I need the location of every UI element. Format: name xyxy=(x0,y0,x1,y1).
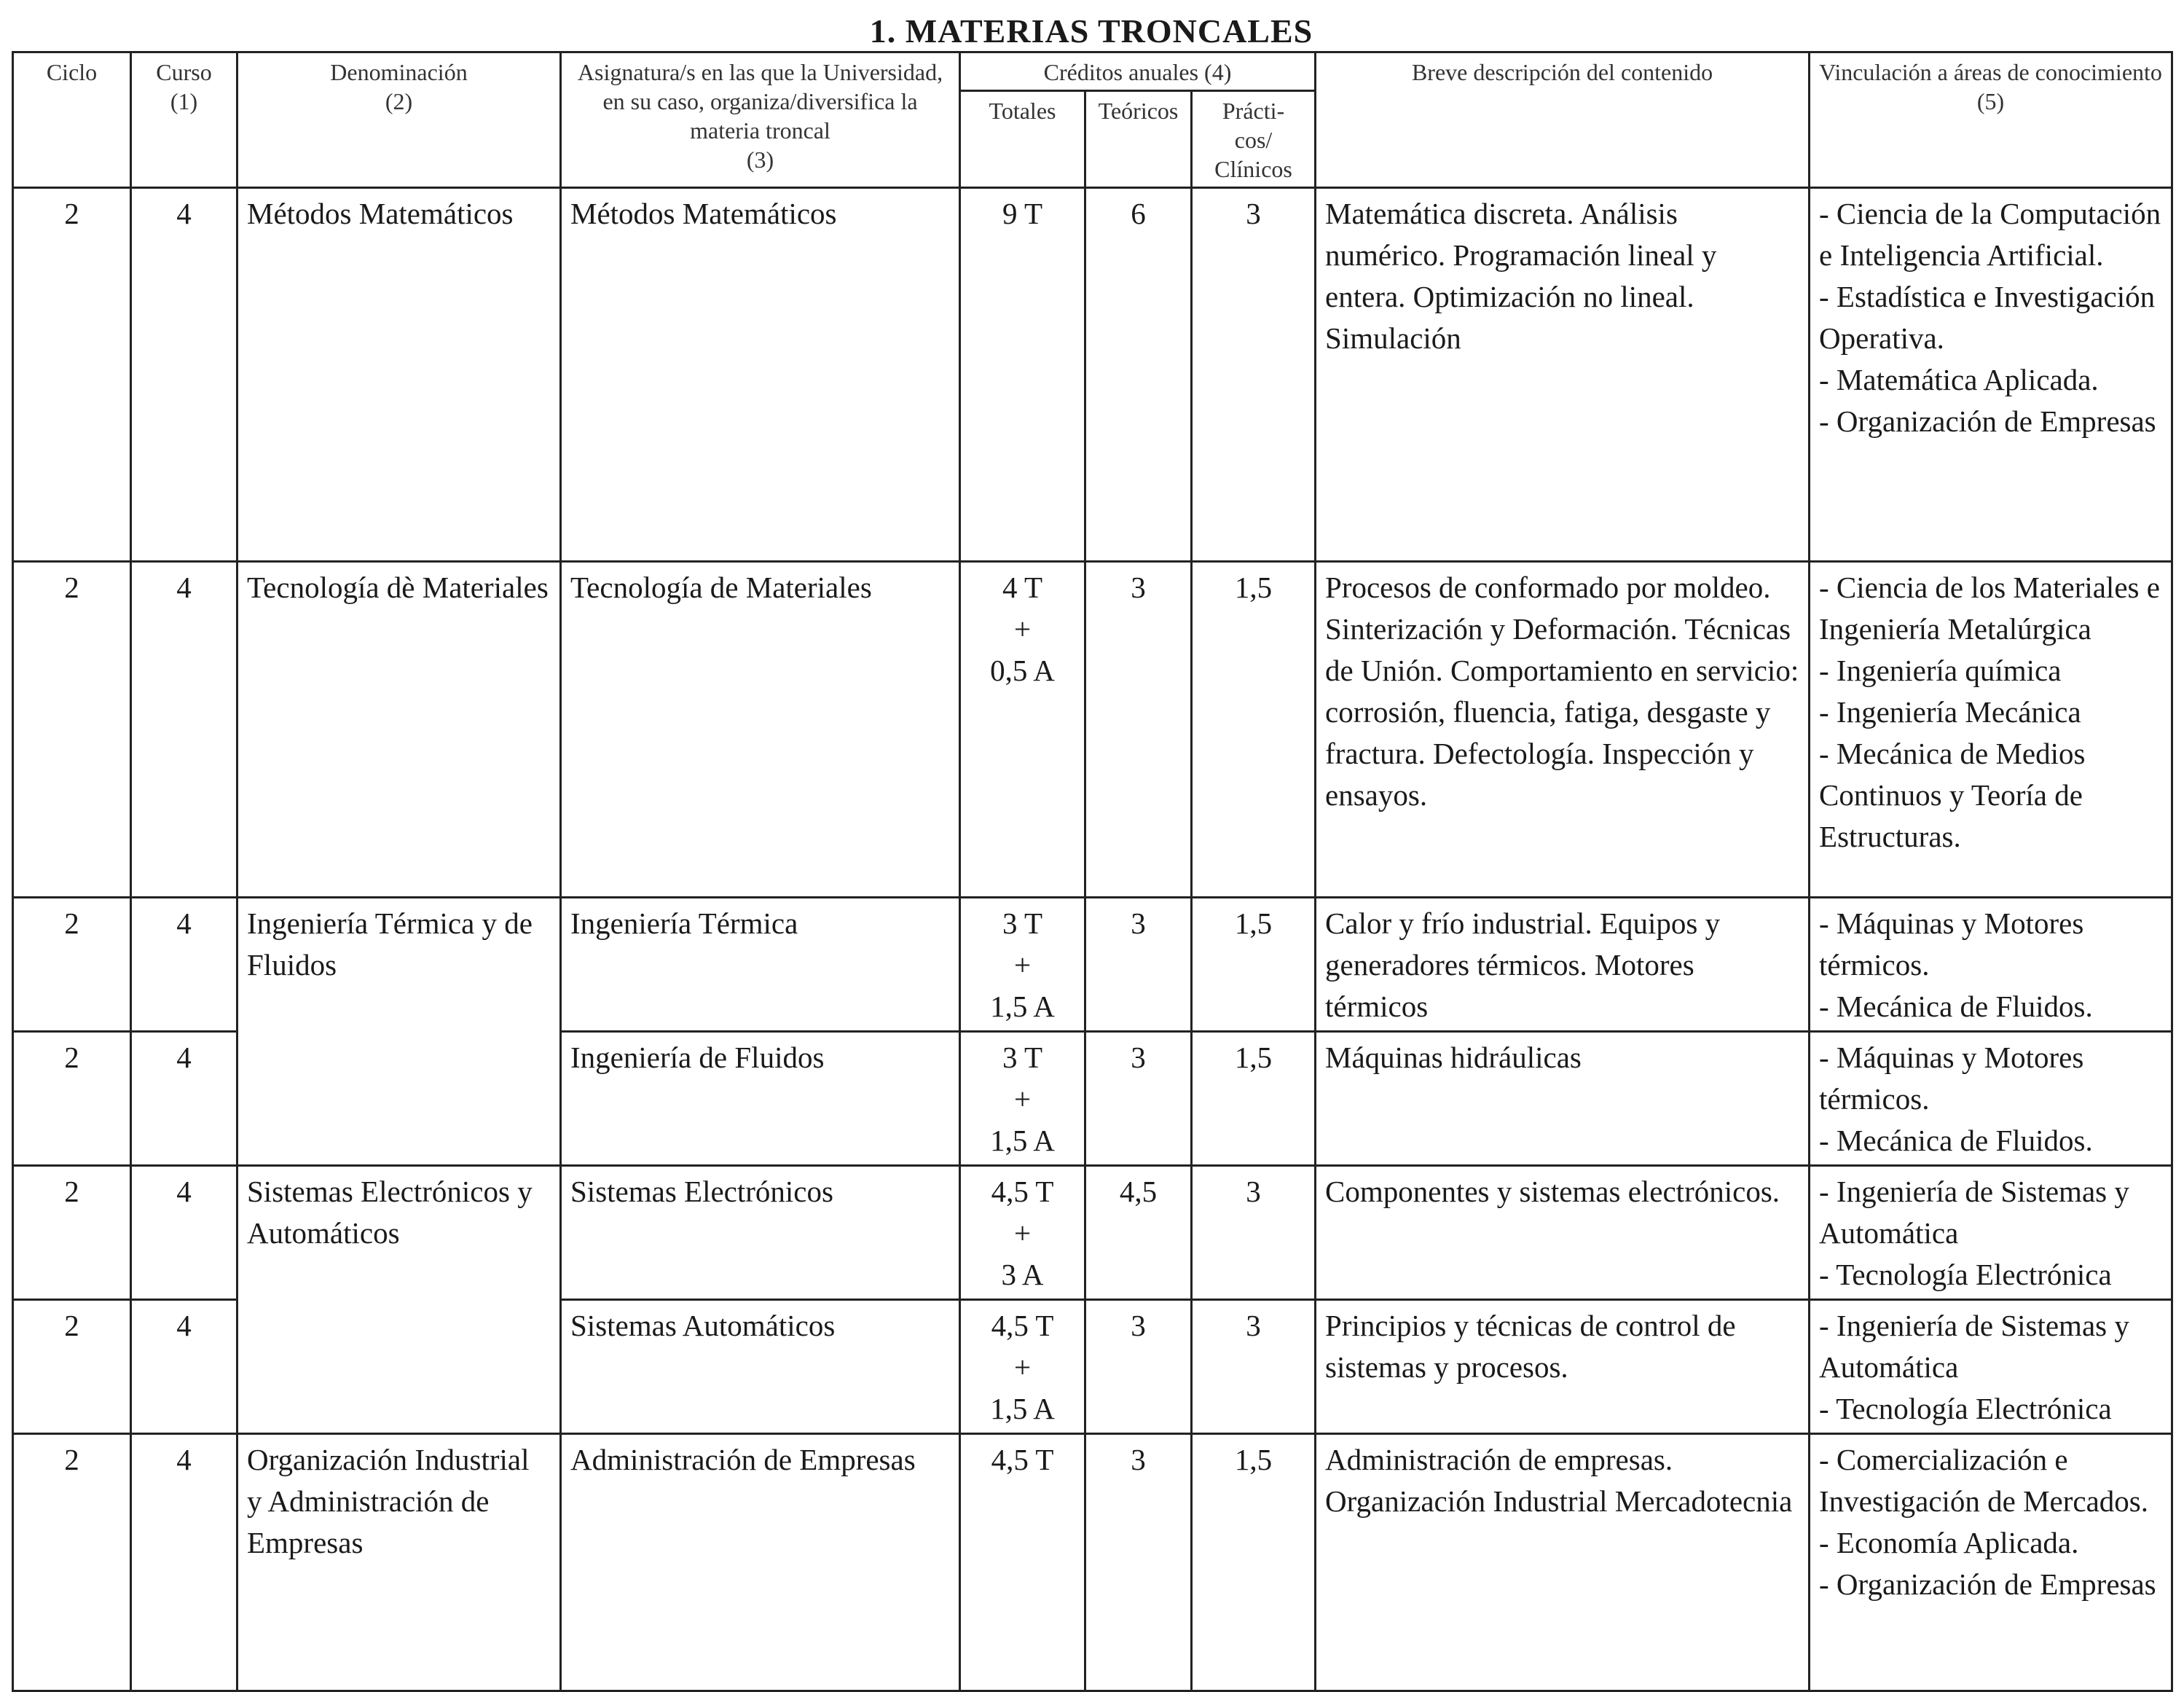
cell-totales: 3 T + 1,5 A xyxy=(960,898,1085,1032)
cell-ciclo: 2 xyxy=(13,562,131,898)
table-row xyxy=(13,898,2172,1032)
cell-denominacion: Organización Industrial y Administración de Empresas xyxy=(237,1434,561,1691)
cell-denominacion: Sistemas Electrónicos y Automáticos xyxy=(237,1166,561,1434)
header-curso: Curso (1) xyxy=(131,52,237,188)
header-descripcion: Breve descripción del contenido xyxy=(1316,52,1810,188)
cell-descripcion: Calor y frío industrial. Equipos y generadores térmicos. Motores térmicos xyxy=(1316,898,1810,1032)
cell-vinculacion: - Máquinas y Motores térmicos. - Mecánica de Fluidos. xyxy=(1810,898,2172,1032)
cell-descripcion: Principios y técnicas de control de sistemas y procesos. xyxy=(1316,1300,1810,1434)
header-creditos: Créditos anuales (4) xyxy=(960,52,1316,91)
materias-table xyxy=(12,51,2173,1692)
cell-denominacion: Ingeniería Térmica y de Fluidos xyxy=(237,898,561,1166)
header-totales: Totales xyxy=(960,91,1085,188)
cell-totales: 3 T + 1,5 A xyxy=(960,1032,1085,1166)
cell-practicos: 1,5 xyxy=(1192,1434,1316,1691)
cell-ciclo: 2 xyxy=(13,1166,131,1300)
cell-teoricos: 6 xyxy=(1085,188,1192,562)
cell-asignatura: Ingeniería Térmica xyxy=(561,898,960,1032)
cell-teoricos: 3 xyxy=(1085,898,1192,1032)
page-title: 1. MATERIAS TRONCALES xyxy=(869,12,1313,50)
cell-totales: 4 T + 0,5 A xyxy=(960,562,1085,898)
cell-descripcion: Administración de empresas. Organización Industrial Mercadotecnia xyxy=(1316,1434,1810,1691)
header-teoricos: Teóricos xyxy=(1085,91,1192,188)
cell-denominacion: Métodos Matemáticos xyxy=(237,188,561,562)
cell-totales: 4,5 T + 1,5 A xyxy=(960,1300,1085,1434)
cell-descripcion: Procesos de conformado por moldeo. Sinterización y Deformación. Técnicas de Unión. Comportamiento en servicio: corrosión, fluencia, fatiga, desgaste y fractura. Defectología. Inspección y ensayos. xyxy=(1316,562,1810,898)
header-denominacion: Denominación (2) xyxy=(237,52,561,188)
cell-teoricos: 3 xyxy=(1085,562,1192,898)
cell-asignatura: Sistemas Automáticos xyxy=(561,1300,960,1434)
cell-curso: 4 xyxy=(131,1166,237,1300)
cell-curso: 4 xyxy=(131,898,237,1032)
table-row xyxy=(13,1434,2172,1691)
cell-vinculacion: - Ciencia de los Materiales e Ingeniería Metalúrgica - Ingeniería química - Ingeniería Mecánica - Mecánica de Medios Continuos y Teoría de Estructuras. xyxy=(1810,562,2172,898)
cell-teoricos: 3 xyxy=(1085,1032,1192,1166)
cell-ciclo: 2 xyxy=(13,1434,131,1691)
cell-curso: 4 xyxy=(131,1434,237,1691)
cell-vinculacion: - Ingeniería de Sistemas y Automática - Tecnología Electrónica xyxy=(1810,1166,2172,1300)
cell-descripcion: Componentes y sistemas electrónicos. xyxy=(1316,1166,1810,1300)
table-row xyxy=(13,562,2172,898)
cell-asignatura: Administración de Empresas xyxy=(561,1434,960,1691)
cell-ciclo: 2 xyxy=(13,1032,131,1166)
document-page xyxy=(12,12,2171,1692)
cell-vinculacion: - Comercialización e Investigación de Mercados. - Economía Aplicada. - Organización de Empresas xyxy=(1810,1434,2172,1691)
header-practicos: Prácti- cos/ Clínicos xyxy=(1192,91,1316,188)
header-vinculacion: Vinculación a áreas de conocimiento (5) xyxy=(1810,52,2172,188)
cell-practicos: 3 xyxy=(1192,1166,1316,1300)
cell-totales: 9 T xyxy=(960,188,1085,562)
cell-asignatura: Ingeniería de Fluidos xyxy=(561,1032,960,1166)
header-ciclo: Ciclo xyxy=(13,52,131,188)
cell-practicos: 1,5 xyxy=(1192,562,1316,898)
cell-descripcion: Máquinas hidráulicas xyxy=(1316,1032,1810,1166)
table-row xyxy=(13,188,2172,562)
header-row xyxy=(13,52,2172,91)
cell-practicos: 1,5 xyxy=(1192,1032,1316,1166)
cell-ciclo: 2 xyxy=(13,188,131,562)
cell-teoricos: 4,5 xyxy=(1085,1166,1192,1300)
cell-asignatura: Métodos Matemáticos xyxy=(561,188,960,562)
cell-asignatura: Sistemas Electrónicos xyxy=(561,1166,960,1300)
cell-asignatura: Tecnología de Materiales xyxy=(561,562,960,898)
cell-ciclo: 2 xyxy=(13,898,131,1032)
cell-practicos: 3 xyxy=(1192,1300,1316,1434)
cell-curso: 4 xyxy=(131,1032,237,1166)
cell-practicos: 1,5 xyxy=(1192,898,1316,1032)
cell-descripcion: Matemática discreta. Análisis numérico. Programación lineal y entera. Optimización no lineal. Simulación xyxy=(1316,188,1810,562)
table-row xyxy=(13,1166,2172,1300)
header-asignaturas: Asignatura/s en las que la Universidad, en su caso, organiza/diversifica la materia troncal (3) xyxy=(561,52,960,188)
cell-vinculacion: - Ciencia de la Computación e Inteligencia Artificial. - Estadística e Investigación Operativa. - Matemática Aplicada. - Organización de Empresas xyxy=(1810,188,2172,562)
cell-curso: 4 xyxy=(131,562,237,898)
cell-vinculacion: - Máquinas y Motores térmicos. - Mecánica de Fluidos. xyxy=(1810,1032,2172,1166)
cell-practicos: 3 xyxy=(1192,188,1316,562)
cell-ciclo: 2 xyxy=(13,1300,131,1434)
cell-vinculacion: - Ingeniería de Sistemas y Automática - Tecnología Electrónica xyxy=(1810,1300,2172,1434)
cell-totales: 4,5 T xyxy=(960,1434,1085,1691)
cell-teoricos: 3 xyxy=(1085,1300,1192,1434)
cell-totales: 4,5 T + 3 A xyxy=(960,1166,1085,1300)
cell-curso: 4 xyxy=(131,188,237,562)
cell-denominacion: Tecnología dè Materiales xyxy=(237,562,561,898)
cell-curso: 4 xyxy=(131,1300,237,1434)
cell-teoricos: 3 xyxy=(1085,1434,1192,1691)
